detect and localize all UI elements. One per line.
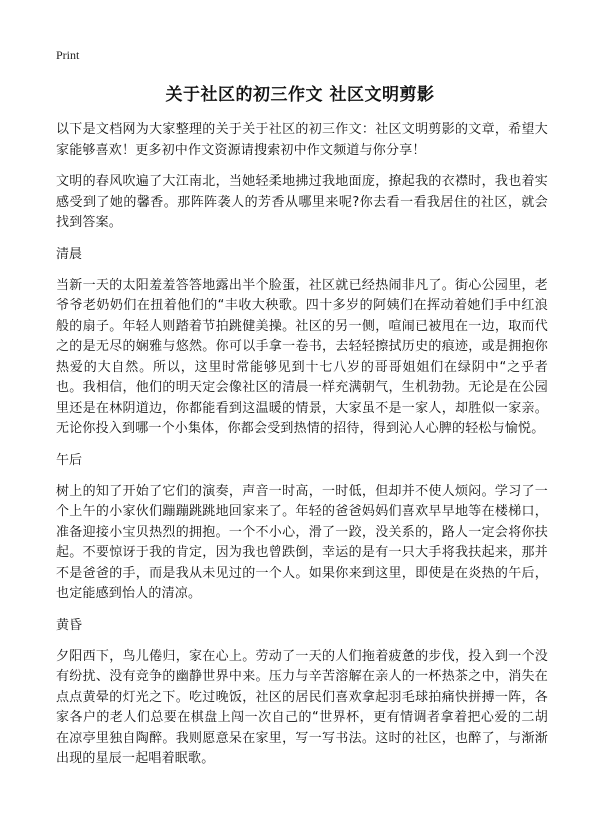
section-heading-afternoon: 午后 bbox=[56, 452, 83, 468]
print-link[interactable]: Print bbox=[56, 48, 80, 62]
section-heading-morning: 清晨 bbox=[56, 246, 83, 262]
article-body bbox=[56, 120, 548, 781]
section-text-afternoon: 树上的知了开始了它们的演奏，声音一时高，一时低，但却并不使人烦闷。学习了一个上午的小家伙们蹦蹦跳跳地回家来了。年轻的爸爸妈妈们喜欢早早地等在楼梯口，准备迎接小宝贝热烈的拥抱。一个不小心，滑了一跤，没关系的，路人一定会将你扶起。不要惊讶于我的肯定，因为我也曾跌倒，幸运的是有一只大手将我扶起来，那并不是爸爸的手，而是我从未见过的一个人。如果你来到这里，即使是在炎热的午后，也定能感到怡人的清凉。 bbox=[56, 483, 548, 601]
section-text-morning: 当新一天的太阳羞羞答答地露出半个脸蛋，社区就已经热闹非凡了。街心公园里，老爷爷老奶奶们在扭着他们的“丰收大秧歌。四十多岁的阿姨们在挥动着她们手中红浪般的扇子。年轻人则踏着节拍跳健美操。社区的另一侧，喧闹已被甩在一边，取而代之的是无尽的娴雅与悠然。你可以手拿一卷书，去轻轻擦拭历史的痕迹，或是拥抱你热爱的大自然。所以，这里时常能够见到十七八岁的哥哥姐姐们在绿阴中“之乎者也。我相信，他们的明天定会像社区的清晨一样充满朝气，生机勃勃。无论是在公园里还是在林阴道边，你都能看到这温暖的情景，大家虽不是一家人，却胜似一家亲。无论你投入到哪一个小集体，你都会受到热情的招待，得到沁人心脾的轻松与愉悦。 bbox=[56, 277, 548, 436]
section-text-dusk: 夕阳西下，鸟儿倦归，家在心上。劳动了一天的人们拖着疲惫的步伐，投入到一个没有纷扰、没有竞争的幽静世界中来。压力与辛苦溶解在亲人的一杯热茶之中，消失在点点黄晕的灯光之下。吃过晚饭，社区的居民们喜欢拿起羽毛球拍痛快拼搏一阵，各家各户的老人们总要在棋盘上闯一次自己的“世界杯，更有情调者拿着把心爱的二胡在凉亭里独自陶醉。我则愿意呆在家里，写一写书法。这时的社区，也醉了，与渐渐出现的星辰一起唱着眠歌。 bbox=[56, 648, 548, 766]
intro-paragraph: 以下是文档网为大家整理的关于关于社区的初三作文：社区文明剪影的文章，希望大家能够喜欢！更多初中作文资源请搜索初中作文频道与你分享！ bbox=[56, 122, 548, 158]
section-heading-dusk: 黄昏 bbox=[56, 617, 83, 633]
article-title: 关于社区的初三作文 社区文明剪影 bbox=[165, 85, 435, 105]
opening-paragraph: 文明的春风吹遍了大江南北，当她轻柔地拂过我地面庞，撩起我的衣襟时，我也着实感受到了她的馨香。那阵阵袭人的芳香从哪里来呢?你去看一看我居住的社区，就会找到答案。 bbox=[56, 174, 548, 230]
